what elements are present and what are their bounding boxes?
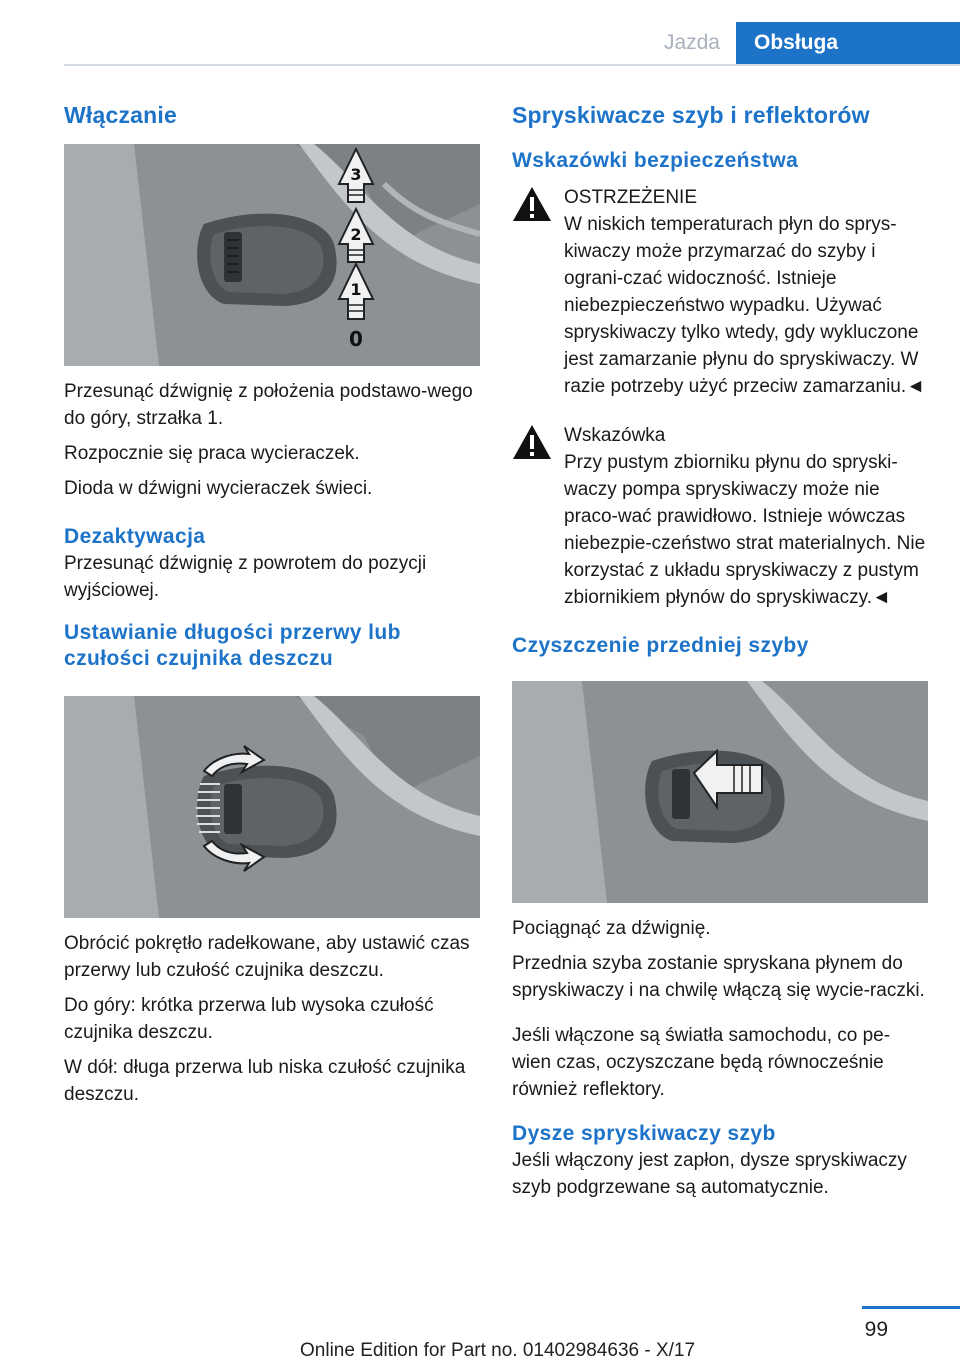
- page-number: 99: [864, 1318, 888, 1341]
- edition-text: Online Edition for Part no. 01402984636 - X/17: [300, 1340, 696, 1361]
- footer: [0, 1306, 960, 1362]
- text-turn-wheel: Obrócić pokrętło radełkowane, aby ustawić czas przerwy lub czułość czujnika deszczu.: [64, 933, 470, 981]
- heading-czyszczenie: Czyszczenie przedniej szyby: [512, 634, 809, 657]
- heading-dezaktywacja: Dezaktywacja: [64, 525, 206, 548]
- warning-block: [512, 184, 928, 400]
- heading-wlaczanie: Włączanie: [64, 102, 178, 128]
- note-triangle-icon: [512, 424, 552, 460]
- tab-obsluga[interactable]: Obsługa: [736, 22, 960, 64]
- fig1-label-3: 3: [350, 165, 362, 184]
- pull-lever-illustration: [512, 681, 928, 903]
- left-column: [64, 100, 480, 1116]
- text-wipers-start: Rozpocznie się praca wycieraczek.: [64, 443, 360, 464]
- right-column: [512, 100, 928, 1209]
- fig1-label-2: 2: [350, 225, 362, 244]
- figure-knurled-wheel: [64, 696, 480, 918]
- header-bar: [64, 22, 960, 66]
- text-led-on: Dioda w dźwigni wycieraczek świeci.: [64, 478, 373, 499]
- text-headlights-cleaned: Jeśli włączone są światła samochodu, co pe‐wien czas, oczyszczane będą równocześnie również reflektory.: [512, 1025, 891, 1100]
- note-body: Przy pustym zbiorniku płynu do spryski‐waczy pompa spryskiwaczy może nie praco‐wać prawidłowo. Istnieje wówczas niebezpie‐czeństwo strat materialnych. Nie korzystać z układu spryskiwaczy z pustym zbiornikiem płynów do spryskiwaczy.◄: [564, 452, 926, 608]
- note-title: Wskazówka: [564, 425, 666, 446]
- warning-triangle-icon: [512, 186, 552, 222]
- knurled-wheel-illustration: [64, 696, 480, 918]
- figure-pull-lever: [512, 681, 928, 903]
- figure-wiper-lever-positions: [64, 144, 480, 366]
- text-up-short: Do góry: krótka przerwa lub wysoka czułość czujnika deszczu.: [64, 995, 434, 1043]
- warning-body: W niskich temperaturach płyn do sprys‐kiwaczy może przymarzać do szyby i ograni‐czać widoczność. Istnieje niebezpieczeństwo wypadku. Używać spryskiwaczy tylko wtedy, gdy wykluczone jest zamarzanie płynu do spryskiwaczy. W razie potrzeby użyć przeciw zamarzaniu.◄: [564, 214, 925, 397]
- text-heated-nozzles: Jeśli włączony jest zapłon, dysze spryskiwaczy szyb podgrzewane są automatycznie.: [512, 1150, 907, 1198]
- text-deactivation: Przesunąć dźwignię z powrotem do pozycji wyjściowej.: [64, 553, 427, 601]
- footer-accent-line: [862, 1306, 960, 1309]
- text-lever-up: Przesunąć dźwignię z położenia podstawo‐wego do góry, strzałka 1.: [64, 381, 473, 429]
- heading-spryskiwacze: Spryskiwacze szyb i reflektorów: [512, 102, 870, 128]
- text-down-long: W dół: długa przerwa lub niska czułość czujnika deszczu.: [64, 1057, 466, 1105]
- wiper-lever-illustration: [64, 144, 480, 366]
- fig1-label-1: 1: [350, 280, 362, 299]
- text-windshield-sprayed: Przednia szyba zostanie spryskana płynem do spryskiwaczy i na chwilę włączą się wycie‐raczki.: [512, 953, 925, 1001]
- note-block: [512, 422, 928, 611]
- text-pull-lever: Pociągnąć za dźwignię.: [512, 918, 711, 939]
- warning-title: OSTRZEŻENIE: [564, 187, 698, 208]
- heading-ustawianie: Ustawianie długości przerwy lub czułości czujnika deszczu: [64, 621, 401, 670]
- heading-dysze: Dysze spryskiwaczy szyb: [512, 1122, 776, 1145]
- tab-jazda[interactable]: Jazda: [663, 31, 720, 54]
- heading-wskazowki: Wskazówki bezpieczeństwa: [512, 149, 799, 172]
- fig1-label-0: 0: [349, 327, 363, 351]
